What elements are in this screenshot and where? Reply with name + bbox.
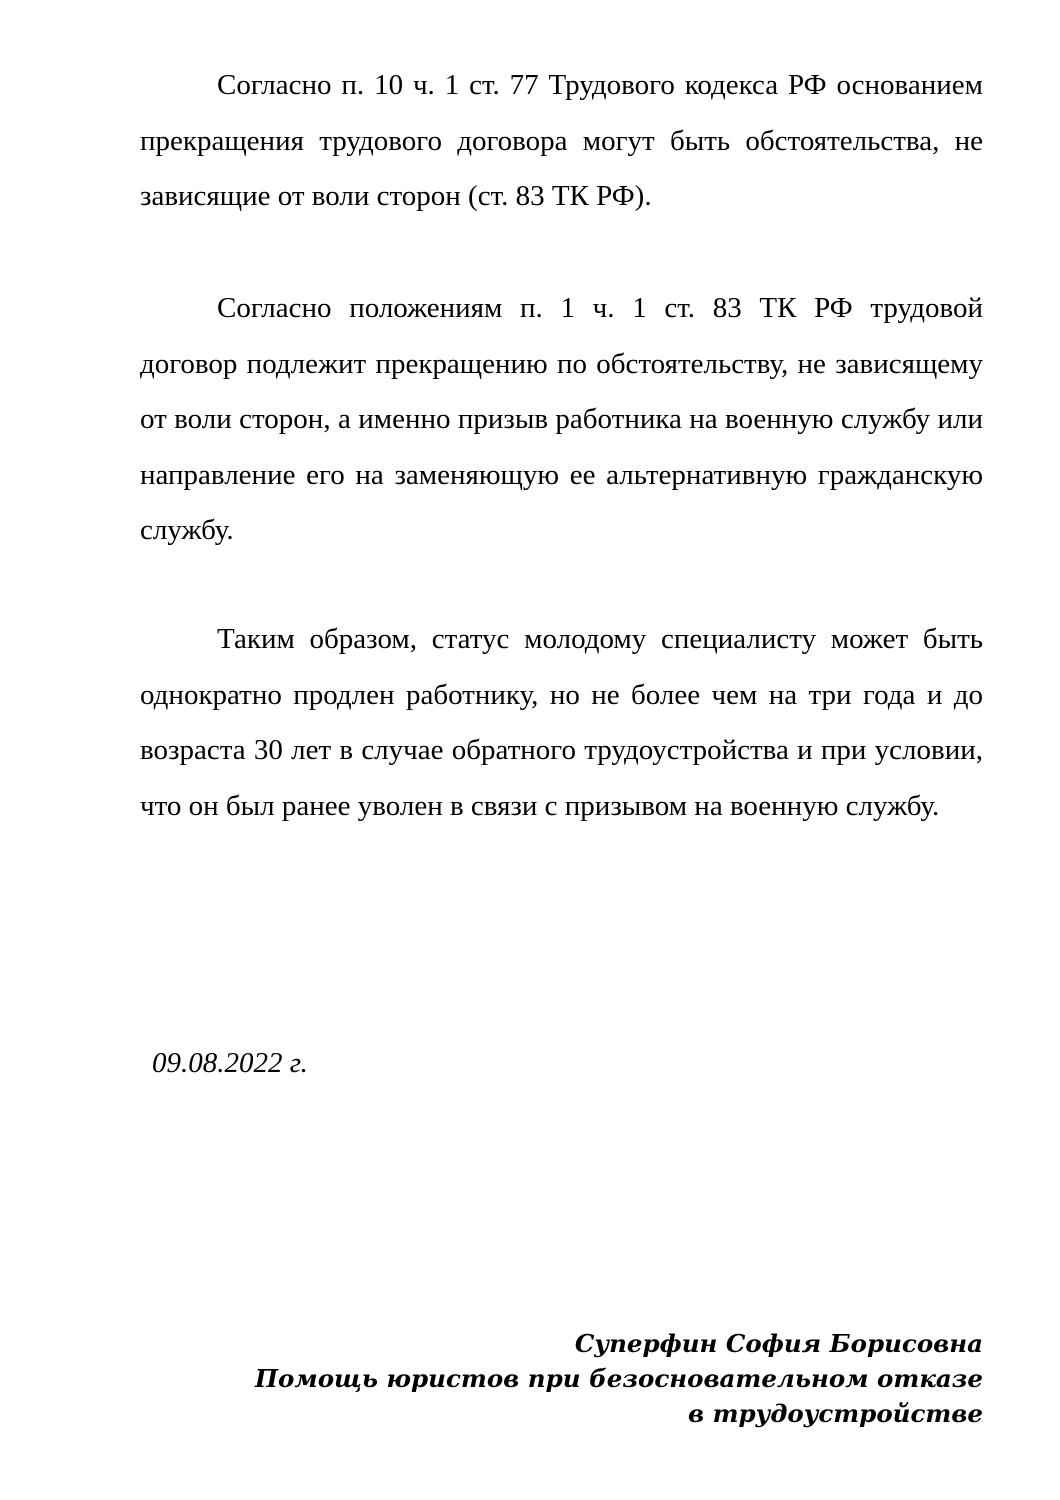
document-date: 09.08.2022 г. — [152, 1047, 308, 1079]
signature-author-name: Суперфин София Борисовна — [574, 1329, 983, 1358]
signature-block — [255, 1326, 983, 1431]
signature-subtitle-line-1: Помощь юристов при безосновательном отказе — [254, 1364, 983, 1393]
signature-subtitle-line-2: в трудоустройстве — [687, 1399, 983, 1428]
paragraph-labor-code-article-77: Согласно п. 10 ч. 1 ст. 77 Трудового кодекса РФ основанием прекращения трудового договора могут быть обстоятельства, не зависящие от воли сторон (ст. 83 ТК РФ). — [140, 69, 983, 212]
paragraph-conclusion: Таким образом, статус молодому специалисту может быть однократно продлен работнику, но не более чем на три года и до возраста 30 лет в случае обратного трудоустройства и при условии, что он был ранее уволен в связи с призывом на военную службу. — [140, 623, 983, 822]
paragraph-labor-code-article-83: Согласно положениям п. 1 ч. 1 ст. 83 ТК РФ трудовой договор подлежит прекращению по обстоятельству, не зависящему от воли сторон, а именно призыв работника на военную службу или направление его на заменяющую ее альтернативную гражданскую службу. — [140, 292, 983, 546]
